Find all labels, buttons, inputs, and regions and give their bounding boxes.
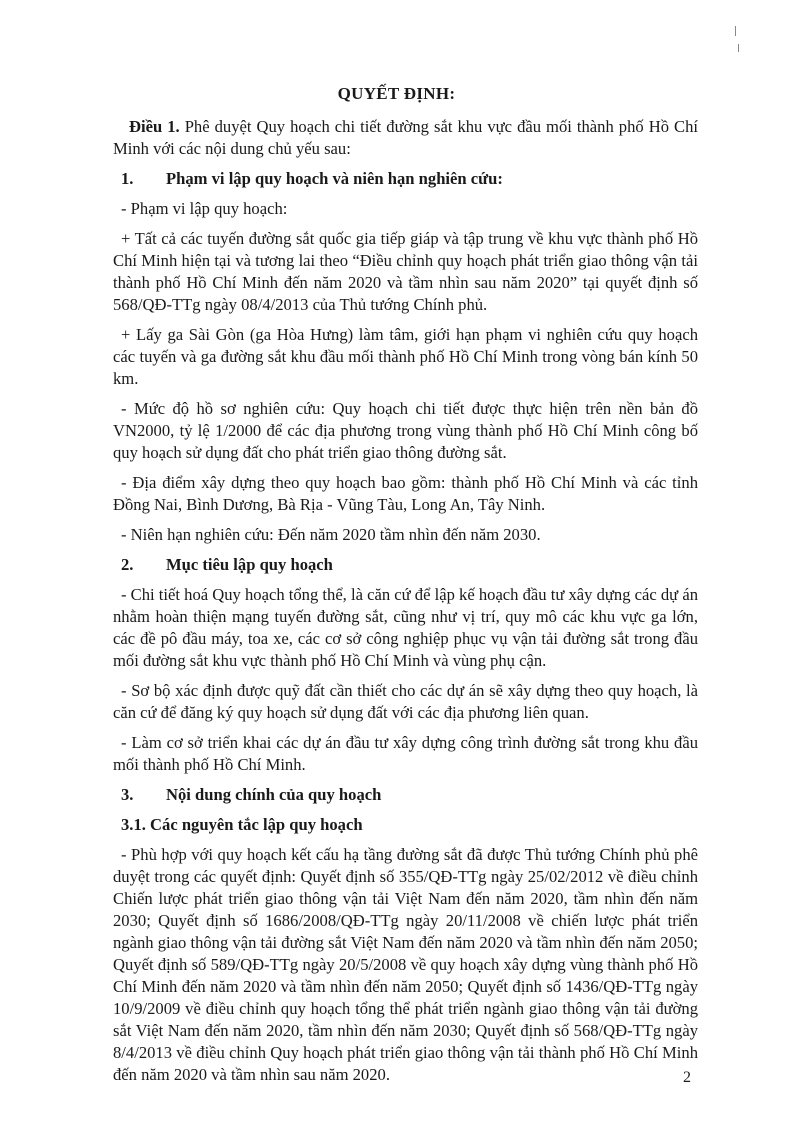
article-1 [113, 116, 698, 160]
section-1-heading [113, 168, 698, 190]
paragraph: + Tất cả các tuyến đường sắt quốc gia tiếp giáp và tập trung về khu vực thành phố Hồ Chí Minh hiện tại và tương lai theo “Điều chỉnh quy hoạch phát triển giao thông vận tải thành phố Hồ Chí Minh đến năm 2020 và tầm nhìn sau năm 2020” tại quyết định số 568/QĐ-TTg ngày 08/4/2013 của Thủ tướng Chính phủ. [113, 229, 698, 314]
section-1-number: 1. [121, 169, 134, 188]
page-number: 2 [683, 1069, 691, 1086]
section-2-title: Mục tiêu lập quy hoạch [166, 555, 333, 574]
scan-mark [735, 26, 736, 36]
section-3-number: 3. [121, 785, 134, 804]
section-3-1-heading: 3.1. Các nguyên tắc lập quy hoạch [121, 815, 363, 834]
article-1-label: Điều 1. [129, 117, 180, 136]
paragraph: + Lấy ga Sài Gòn (ga Hòa Hưng) làm tâm, giới hạn phạm vi nghiên cứu quy hoạch các tuyến và ga đường sắt khu đầu mối thành phố Hồ Chí Minh trong vòng bán kính 50 km. [113, 325, 698, 388]
paragraph: - Địa điểm xây dựng theo quy hoạch bao gồm: thành phố Hồ Chí Minh và các tỉnh Đồng Nai, Bình Dương, Bà Rịa - Vũng Tàu, Long An, Tây Ninh. [113, 473, 698, 514]
paragraph: - Mức độ hồ sơ nghiên cứu: Quy hoạch chi tiết được thực hiện trên nền bản đồ VN2000, tỷ lệ 1/2000 để các địa phương trong vùng thành phố Hồ Chí Minh công bố quy hoạch sử dụng đất cho phát triển giao thông đường sắt. [113, 399, 698, 462]
paragraph: - Phạm vi lập quy hoạch: [121, 199, 288, 218]
paragraph: - Chi tiết hoá Quy hoạch tổng thể, là căn cứ để lập kế hoạch đầu tư xây dựng các dự án nhằm hoàn thiện mạng tuyến đường sắt, cũng như vị trí, quy mô các khu vực ga lớn, các đề pô đầu máy, toa xe, các cơ sở công nghiệp phục vụ vận tải đường sắt trong đầu mối đường sắt khu vực thành phố Hồ Chí Minh và vùng phụ cận. [113, 585, 698, 670]
section-3-heading [113, 784, 698, 806]
section-3-title: Nội dung chính của quy hoạch [166, 785, 382, 804]
paragraph: - Niên hạn nghiên cứu: Đến năm 2020 tầm nhìn đến năm 2030. [121, 525, 541, 544]
article-1-text: Phê duyệt Quy hoạch chi tiết đường sắt khu vực đầu mối thành phố Hồ Chí Minh với các nội dung chủ yếu sau: [113, 117, 698, 158]
paragraph: - Sơ bộ xác định được quỹ đất cần thiết cho các dự án sẽ xây dựng theo quy hoạch, là căn cứ để đăng ký quy hoạch sử dụng đất với các địa phương liên quan. [113, 681, 698, 722]
section-2-heading [113, 554, 698, 576]
scan-mark [738, 44, 739, 52]
paragraph: - Phù hợp với quy hoạch kết cấu hạ tầng đường sắt đã được Thủ tướng Chính phủ phê duyệt trong các quyết định: Quyết định số 355/QĐ-TTg ngày 25/02/2012 về điều chỉnh Chiến lược phát triển giao thông vận tải Việt Nam đến năm 2020, tầm nhìn đến năm 2030; Quyết định số 1686/2008/QĐ-TTg ngày 20/11/2008 về chiến lược phát triển ngành giao thông vận tải đường sắt Việt Nam đến năm 2020 và tầm nhìn đến năm 2050; Quyết định số 589/QĐ-TTg ngày 20/5/2008 về quy hoạch xây dựng vùng thành phố Hồ Chí Minh đến năm 2020 và tầm nhìn đến năm 2050; Quyết định số 1436/QĐ-TTg ngày 10/9/2009 về điều chỉnh quy hoạch tổng thể phát triển ngành giao thông vận tải đường sắt Việt Nam đến năm 2020, tầm nhìn đến năm 2030; Quyết định số 568/QĐ-TTg ngày 8/4/2013 về điều chỉnh Quy hoạch phát triển giao thông vận tải thành phố Hồ Chí Minh đến năm 2020 và tầm nhìn sau năm 2020. [113, 845, 698, 1084]
document-body [113, 116, 698, 1094]
page-title: QUYẾT ĐỊNH: [337, 84, 456, 103]
section-1-title: Phạm vi lập quy hoạch và niên hạn nghiên cứu: [166, 169, 503, 188]
section-2-number: 2. [121, 555, 134, 574]
paragraph: - Làm cơ sở triển khai các dự án đầu tư xây dựng công trình đường sắt trong khu đầu mối thành phố Hồ Chí Minh. [113, 733, 698, 774]
